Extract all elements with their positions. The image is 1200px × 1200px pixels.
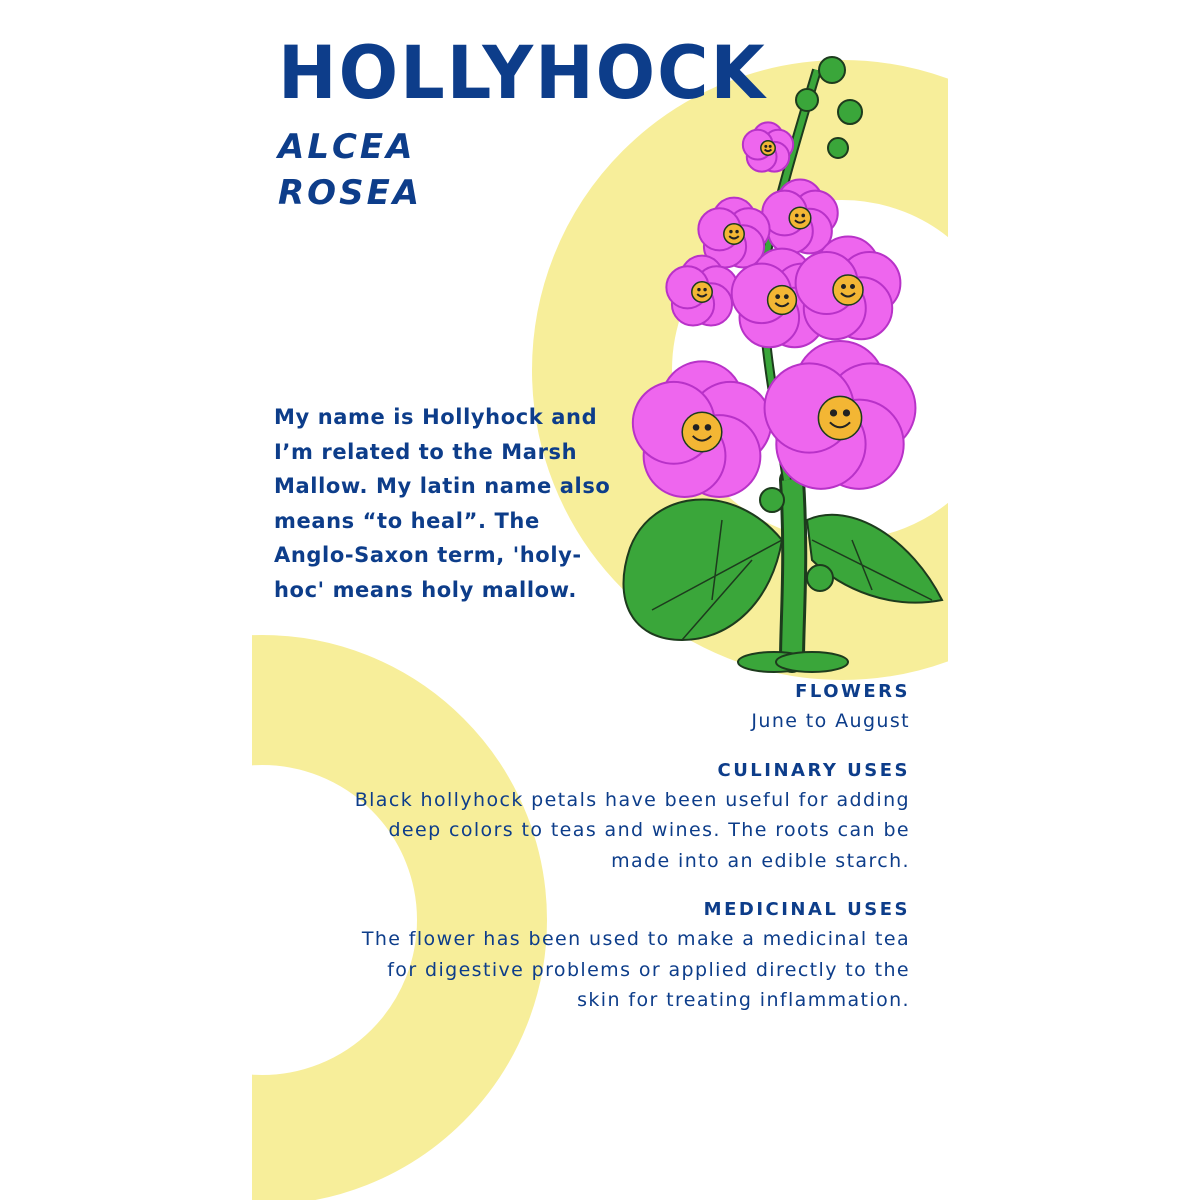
fact-flowers — [270, 678, 910, 737]
fact-culinary-line: made into an edible starch. — [611, 849, 910, 872]
intro-paragraph: My name is Hollyhock and I’m related to the Marsh Mallow. My latin name also means “to heal”. The Anglo-Saxon term, 'holy-hoc' means holy mallow. — [274, 405, 611, 602]
fact-flowers-line: June to August — [751, 710, 910, 732]
fact-medicinal — [270, 896, 910, 1016]
flower — [633, 361, 771, 497]
leaf-left — [623, 499, 782, 640]
facts-section — [270, 678, 910, 1036]
fact-culinary-heading: CULINARY USES — [717, 759, 910, 781]
latin-name-line-1: ALCEA — [278, 127, 416, 167]
page-title: HOLLYHOCK — [278, 29, 767, 116]
fact-medicinal-line: skin for treating inflammation. — [577, 989, 910, 1011]
fact-medicinal-heading: MEDICINAL USES — [703, 899, 910, 920]
flower — [762, 179, 837, 253]
fact-flowers-heading: FLOWERS — [795, 681, 910, 702]
fact-culinary — [270, 757, 910, 877]
fact-culinary-line: Black hollyhock petals have been useful for adding — [354, 788, 910, 811]
flowers-group — [633, 122, 916, 497]
fact-medicinal-line: for digestive problems or applied directly to the — [387, 958, 910, 981]
latin-name-line-2: ROSEA — [278, 173, 423, 213]
fact-culinary-body — [270, 785, 910, 877]
fact-flowers-body — [270, 706, 910, 737]
flower — [743, 122, 793, 171]
fact-culinary-line: deep colors to teas and wines. The roots can be — [388, 819, 910, 841]
feet — [738, 652, 848, 672]
fact-medicinal-body — [270, 924, 910, 1016]
info-card — [252, 0, 948, 1200]
fact-medicinal-line: The flower has been used to make a medicinal tea — [361, 928, 910, 950]
flower — [765, 341, 916, 489]
